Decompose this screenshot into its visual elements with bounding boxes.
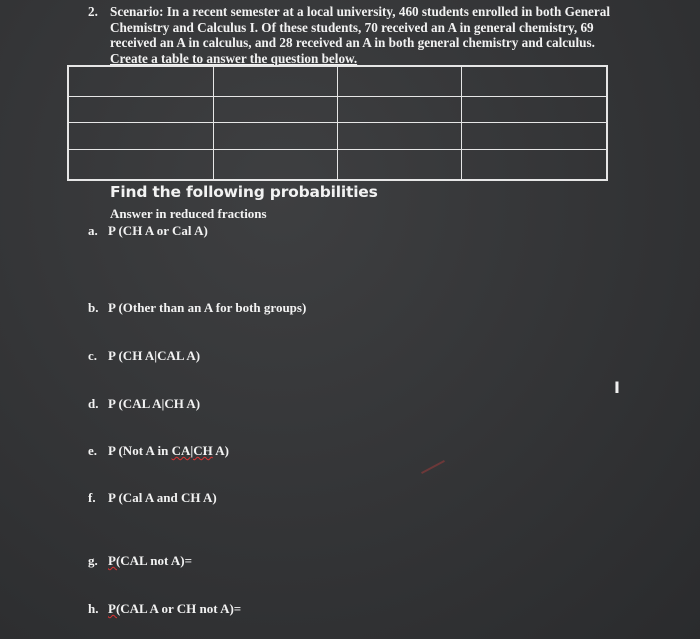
table-cell[interactable] — [68, 123, 213, 149]
table-cell[interactable] — [337, 66, 461, 97]
question-text-pre: P (Not A in — [108, 443, 172, 458]
question-h — [88, 601, 241, 617]
table-cell[interactable] — [213, 97, 337, 123]
question-text-post: CAL A or CH not A)= — [120, 601, 242, 616]
section-heading: Find the following probabilities — [110, 183, 378, 201]
table-row — [68, 149, 607, 180]
question-label: c. — [88, 348, 98, 363]
table-cell[interactable] — [68, 149, 213, 180]
text-cursor-icon: I — [614, 378, 620, 397]
question-label: f. — [88, 490, 96, 505]
answer-table — [67, 65, 608, 181]
table-cell[interactable] — [462, 149, 607, 180]
question-b — [88, 300, 306, 316]
table-cell[interactable] — [462, 66, 607, 97]
table-cell[interactable] — [337, 97, 461, 123]
question-text: P (Other than an A for both groups) — [108, 300, 307, 315]
question-text: P (CAL A|CH A) — [108, 396, 201, 411]
table-cell[interactable] — [337, 123, 461, 149]
problem-line-1: Scenario: In a recent semester at a local university, 460 students enrolled in both General — [110, 4, 610, 19]
table-cell[interactable] — [462, 97, 607, 123]
question-label: a. — [88, 223, 98, 238]
problem-number: 2. — [88, 4, 98, 19]
table-cell[interactable] — [68, 97, 213, 123]
question-text: P (Cal A and CH A) — [108, 490, 217, 505]
question-label: d. — [88, 396, 99, 411]
table-row — [68, 97, 607, 123]
instructions: Answer in reduced fractions — [110, 206, 267, 221]
table-row — [68, 123, 607, 149]
table-row — [68, 66, 607, 97]
question-text-mark: P( — [108, 601, 121, 616]
question-c — [88, 348, 200, 364]
question-label: g. — [88, 553, 98, 568]
question-label: b. — [88, 300, 99, 315]
question-text-post: A) — [212, 443, 229, 458]
problem-line-2: Chemistry and Calculus I. Of these students, 70 received an A in general chemistry, 69 — [110, 19, 594, 35]
question-text-post: CAL not A)= — [120, 553, 192, 568]
question-text: P (CH A|CAL A) — [108, 348, 201, 363]
problem-line-4: Create a table to answer the question below. — [110, 50, 358, 66]
table-cell[interactable] — [213, 66, 337, 97]
question-text-mark: P( — [108, 553, 121, 568]
question-label: e. — [88, 443, 98, 458]
table-cell[interactable] — [462, 123, 607, 149]
question-g — [88, 553, 192, 569]
question-d — [88, 396, 200, 412]
problem-text — [110, 4, 688, 66]
question-text-mark: CA|CH — [171, 443, 213, 458]
problem-line-3: received an A in calculus, and 28 received an A in both general chemistry and calculus. — [110, 35, 595, 50]
question-label: h. — [88, 601, 99, 616]
problem-statement — [88, 4, 688, 66]
question-a — [88, 223, 208, 239]
question-f — [88, 490, 217, 506]
pen-stroke — [421, 460, 445, 474]
question-text: P (CH A or Cal A) — [108, 223, 208, 238]
table-cell[interactable] — [213, 123, 337, 149]
table-cell[interactable] — [213, 149, 337, 180]
table-cell[interactable] — [68, 66, 213, 97]
table-cell[interactable] — [337, 149, 461, 180]
question-e — [88, 443, 229, 459]
